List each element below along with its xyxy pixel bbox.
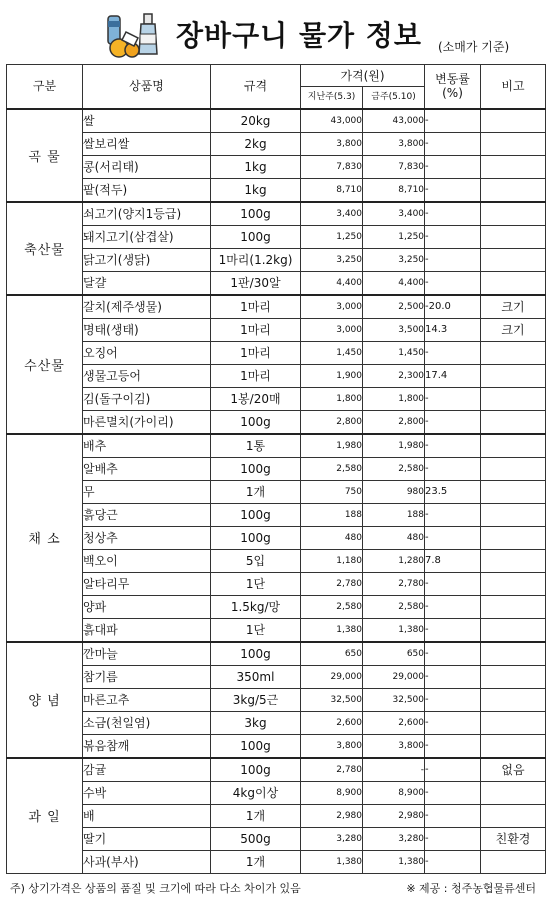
item-spec: 350ml (211, 665, 301, 688)
change-rate: - (425, 781, 481, 804)
category-cell: 곡 물 (7, 109, 83, 202)
item-name: 수박 (83, 781, 211, 804)
table-row (7, 642, 546, 666)
price-this-week: 2,780 (363, 572, 425, 595)
price-prev-week: 650 (301, 642, 363, 666)
table-row (7, 457, 546, 480)
table-row (7, 734, 546, 758)
change-rate: - (425, 109, 481, 133)
item-note (481, 225, 546, 248)
change-rate: - (425, 202, 481, 226)
item-name: 콩(서리태) (83, 155, 211, 178)
item-spec: 1마리(1.2kg) (211, 248, 301, 271)
item-spec: 1개 (211, 850, 301, 873)
table-row (7, 434, 546, 458)
table-row (7, 225, 546, 248)
price-prev-week: 8,710 (301, 178, 363, 202)
item-spec: 1개 (211, 804, 301, 827)
price-this-week: 3,400 (363, 202, 425, 226)
category-cell: 채 소 (7, 434, 83, 642)
change-rate: - (425, 595, 481, 618)
category-cell: 과 일 (7, 758, 83, 874)
change-rate: - (425, 827, 481, 850)
table-row (7, 155, 546, 178)
price-prev-week: 1,180 (301, 549, 363, 572)
header-note: 비고 (481, 65, 546, 109)
item-spec: 1kg (211, 155, 301, 178)
item-note (481, 480, 546, 503)
price-this-week: 650 (363, 642, 425, 666)
change-rate: - (425, 503, 481, 526)
price-this-week: 2,980 (363, 804, 425, 827)
item-name: 백오이 (83, 549, 211, 572)
item-spec: 4kg이상 (211, 781, 301, 804)
price-this-week: 1,280 (363, 549, 425, 572)
item-note (481, 711, 546, 734)
change-rate: - (425, 618, 481, 642)
change-rate: - (425, 155, 481, 178)
item-note (481, 248, 546, 271)
price-prev-week: 2,580 (301, 457, 363, 480)
change-rate: - (425, 410, 481, 434)
table-row (7, 132, 546, 155)
item-name: 무 (83, 480, 211, 503)
item-note (481, 549, 546, 572)
item-name: 달걀 (83, 271, 211, 295)
item-note (481, 526, 546, 549)
item-name: 닭고기(생닭) (83, 248, 211, 271)
item-note (481, 364, 546, 387)
item-note (481, 804, 546, 827)
header-name: 상품명 (83, 65, 211, 109)
price-this-week: 2,580 (363, 457, 425, 480)
table-row (7, 711, 546, 734)
item-note (481, 665, 546, 688)
change-rate: - (425, 688, 481, 711)
table-row (7, 595, 546, 618)
price-this-week: 1,980 (363, 434, 425, 458)
table-row (7, 271, 546, 295)
item-spec: 1마리 (211, 318, 301, 341)
item-spec: 1봉/20매 (211, 387, 301, 410)
change-rate: - (425, 526, 481, 549)
price-prev-week: 29,000 (301, 665, 363, 688)
item-name: 생물고등어 (83, 364, 211, 387)
change-rate: 17.4 (425, 364, 481, 387)
change-rate: - (425, 850, 481, 873)
price-prev-week: 4,400 (301, 271, 363, 295)
item-name: 쌀 (83, 109, 211, 133)
price-prev-week: 1,380 (301, 850, 363, 873)
item-note (481, 850, 546, 873)
price-prev-week: 3,280 (301, 827, 363, 850)
item-spec: 3kg/5근 (211, 688, 301, 711)
price-this-week: 7,830 (363, 155, 425, 178)
price-prev-week: 1,450 (301, 341, 363, 364)
table-row (7, 688, 546, 711)
price-this-week: 3,280 (363, 827, 425, 850)
price-this-week: 2,500 (363, 295, 425, 319)
price-this-week: 2,600 (363, 711, 425, 734)
item-note (481, 457, 546, 480)
item-spec: 100g (211, 734, 301, 758)
category-cell: 축산물 (7, 202, 83, 295)
item-name: 마른멸치(가이리) (83, 410, 211, 434)
table-row (7, 387, 546, 410)
item-spec: 100g (211, 758, 301, 782)
change-rate: - (425, 387, 481, 410)
item-spec: 500g (211, 827, 301, 850)
item-name: 배 (83, 804, 211, 827)
item-name: 볶음참깨 (83, 734, 211, 758)
price-prev-week: 3,800 (301, 734, 363, 758)
price-this-week: 3,800 (363, 132, 425, 155)
table-row (7, 318, 546, 341)
price-this-week: 3,250 (363, 248, 425, 271)
price-this-week: - (363, 758, 425, 782)
item-note (481, 618, 546, 642)
price-this-week: 3,500 (363, 318, 425, 341)
item-note (481, 410, 546, 434)
item-note (481, 503, 546, 526)
table-row (7, 827, 546, 850)
price-this-week: 2,580 (363, 595, 425, 618)
item-name: 배추 (83, 434, 211, 458)
item-note (481, 132, 546, 155)
price-this-week: 1,800 (363, 387, 425, 410)
price-this-week: 29,000 (363, 665, 425, 688)
price-table-body (7, 109, 546, 874)
shopping-goods-icon (104, 12, 170, 58)
table-row (7, 410, 546, 434)
price-this-week: 980 (363, 480, 425, 503)
item-note (481, 387, 546, 410)
change-rate: - (425, 572, 481, 595)
item-name: 흙당근 (83, 503, 211, 526)
table-row (7, 341, 546, 364)
price-prev-week: 1,900 (301, 364, 363, 387)
change-rate: - (425, 665, 481, 688)
item-spec: 1개 (211, 480, 301, 503)
price-this-week: 480 (363, 526, 425, 549)
item-name: 쌀보리쌀 (83, 132, 211, 155)
item-spec: 2kg (211, 132, 301, 155)
header-this-week: 금주(5.10) (363, 87, 425, 109)
change-rate: - (425, 178, 481, 202)
item-note (481, 781, 546, 804)
price-this-week: 2,300 (363, 364, 425, 387)
change-rate: 23.5 (425, 480, 481, 503)
table-row (7, 202, 546, 226)
item-spec: 100g (211, 503, 301, 526)
item-name: 청상추 (83, 526, 211, 549)
item-note: 없음 (481, 758, 546, 782)
change-rate: 7.8 (425, 549, 481, 572)
price-prev-week: 1,250 (301, 225, 363, 248)
item-spec: 100g (211, 457, 301, 480)
item-name: 마른고추 (83, 688, 211, 711)
item-note (481, 642, 546, 666)
price-prev-week: 188 (301, 503, 363, 526)
item-spec: 20kg (211, 109, 301, 133)
item-name: 딸기 (83, 827, 211, 850)
item-note (481, 341, 546, 364)
item-name: 깐마늘 (83, 642, 211, 666)
change-rate: 14.3 (425, 318, 481, 341)
change-rate: - (425, 271, 481, 295)
item-name: 명태(생태) (83, 318, 211, 341)
price-this-week: 4,400 (363, 271, 425, 295)
item-spec: 100g (211, 202, 301, 226)
price-this-week: 1,380 (363, 850, 425, 873)
price-prev-week: 2,800 (301, 410, 363, 434)
price-prev-week: 3,250 (301, 248, 363, 271)
table-row (7, 248, 546, 271)
item-note (481, 572, 546, 595)
change-rate: - (425, 804, 481, 827)
header-spec: 규격 (211, 65, 301, 109)
item-note (481, 178, 546, 202)
item-note (481, 109, 546, 133)
table-row (7, 178, 546, 202)
change-rate: - (425, 434, 481, 458)
price-prev-week: 43,000 (301, 109, 363, 133)
item-spec: 1단 (211, 618, 301, 642)
price-this-week: 43,000 (363, 109, 425, 133)
price-this-week: 2,800 (363, 410, 425, 434)
item-note: 친환경 (481, 827, 546, 850)
table-row (7, 572, 546, 595)
item-name: 감귤 (83, 758, 211, 782)
table-row (7, 526, 546, 549)
price-prev-week: 2,780 (301, 758, 363, 782)
change-rate: -20.0 (425, 295, 481, 319)
price-prev-week: 8,900 (301, 781, 363, 804)
item-note (481, 202, 546, 226)
item-name: 오징어 (83, 341, 211, 364)
item-name: 쇠고기(양지1등급) (83, 202, 211, 226)
price-prev-week: 2,980 (301, 804, 363, 827)
footnote: 주) 상기가격은 상품의 품질 및 크기에 따라 다소 차이가 있음 (10, 882, 301, 895)
item-note (481, 434, 546, 458)
item-name: 알배추 (83, 457, 211, 480)
category-cell: 수산물 (7, 295, 83, 434)
price-this-week: 3,800 (363, 734, 425, 758)
item-name: 흙대파 (83, 618, 211, 642)
item-name: 팥(적두) (83, 178, 211, 202)
item-note (481, 595, 546, 618)
price-prev-week: 750 (301, 480, 363, 503)
item-spec: 1.5kg/망 (211, 595, 301, 618)
item-note: 크기 (481, 295, 546, 319)
price-basis-label: (소매가 기준) (438, 40, 510, 54)
item-spec: 1마리 (211, 295, 301, 319)
item-spec: 100g (211, 225, 301, 248)
item-spec: 1단 (211, 572, 301, 595)
price-prev-week: 3,000 (301, 295, 363, 319)
item-spec: 100g (211, 410, 301, 434)
price-prev-week: 2,780 (301, 572, 363, 595)
price-prev-week: 2,600 (301, 711, 363, 734)
table-row (7, 549, 546, 572)
item-name: 소금(천일염) (83, 711, 211, 734)
change-rate: - (425, 711, 481, 734)
price-prev-week: 1,380 (301, 618, 363, 642)
item-spec: 1판/30알 (211, 271, 301, 295)
price-prev-week: 3,400 (301, 202, 363, 226)
change-rate: - (425, 132, 481, 155)
table-row (7, 295, 546, 319)
item-name: 사과(부사) (83, 850, 211, 873)
item-name: 참기름 (83, 665, 211, 688)
change-rate: - (425, 642, 481, 666)
item-note (481, 271, 546, 295)
price-this-week: 188 (363, 503, 425, 526)
source-credit: ※ 제공 : 청주농협물류센터 (406, 882, 536, 895)
table-row (7, 804, 546, 827)
price-prev-week: 1,980 (301, 434, 363, 458)
item-name: 돼지고기(삼겹살) (83, 225, 211, 248)
price-table (6, 64, 546, 874)
table-row (7, 850, 546, 873)
header (0, 0, 550, 62)
change-rate: - (425, 341, 481, 364)
price-prev-week: 32,500 (301, 688, 363, 711)
table-row (7, 364, 546, 387)
price-this-week: 32,500 (363, 688, 425, 711)
item-note (481, 688, 546, 711)
item-name: 갈치(제주생물) (83, 295, 211, 319)
header-price: 가격(원) (301, 65, 425, 87)
price-prev-week: 480 (301, 526, 363, 549)
item-spec: 1마리 (211, 341, 301, 364)
price-prev-week: 1,800 (301, 387, 363, 410)
price-this-week: 1,250 (363, 225, 425, 248)
header-category: 구분 (7, 65, 83, 109)
item-name: 알타리무 (83, 572, 211, 595)
price-prev-week: 3,000 (301, 318, 363, 341)
price-this-week: 1,450 (363, 341, 425, 364)
item-note (481, 734, 546, 758)
item-note (481, 155, 546, 178)
change-rate: - (425, 225, 481, 248)
item-spec: 3kg (211, 711, 301, 734)
table-row (7, 618, 546, 642)
table-row (7, 758, 546, 782)
category-cell: 양 념 (7, 642, 83, 758)
item-name: 김(돌구이김) (83, 387, 211, 410)
price-this-week: 1,380 (363, 618, 425, 642)
item-note: 크기 (481, 318, 546, 341)
price-prev-week: 3,800 (301, 132, 363, 155)
table-row (7, 665, 546, 688)
table-row (7, 503, 546, 526)
item-spec: 1kg (211, 178, 301, 202)
price-this-week: 8,710 (363, 178, 425, 202)
item-name: 양파 (83, 595, 211, 618)
change-rate: - (425, 457, 481, 480)
table-row (7, 480, 546, 503)
item-spec: 100g (211, 526, 301, 549)
price-prev-week: 7,830 (301, 155, 363, 178)
change-rate: - (425, 248, 481, 271)
price-prev-week: 2,580 (301, 595, 363, 618)
change-rate: - (425, 758, 481, 782)
price-this-week: 8,900 (363, 781, 425, 804)
table-row (7, 109, 546, 133)
header-change: 변동률 (%) (425, 65, 481, 109)
change-rate: - (425, 734, 481, 758)
item-spec: 5입 (211, 549, 301, 572)
table-row (7, 781, 546, 804)
page-title: 장바구니 물가 정보 (176, 19, 422, 52)
header-prev-week: 지난주(5.3) (301, 87, 363, 109)
item-spec: 1마리 (211, 364, 301, 387)
item-spec: 1통 (211, 434, 301, 458)
item-spec: 100g (211, 642, 301, 666)
